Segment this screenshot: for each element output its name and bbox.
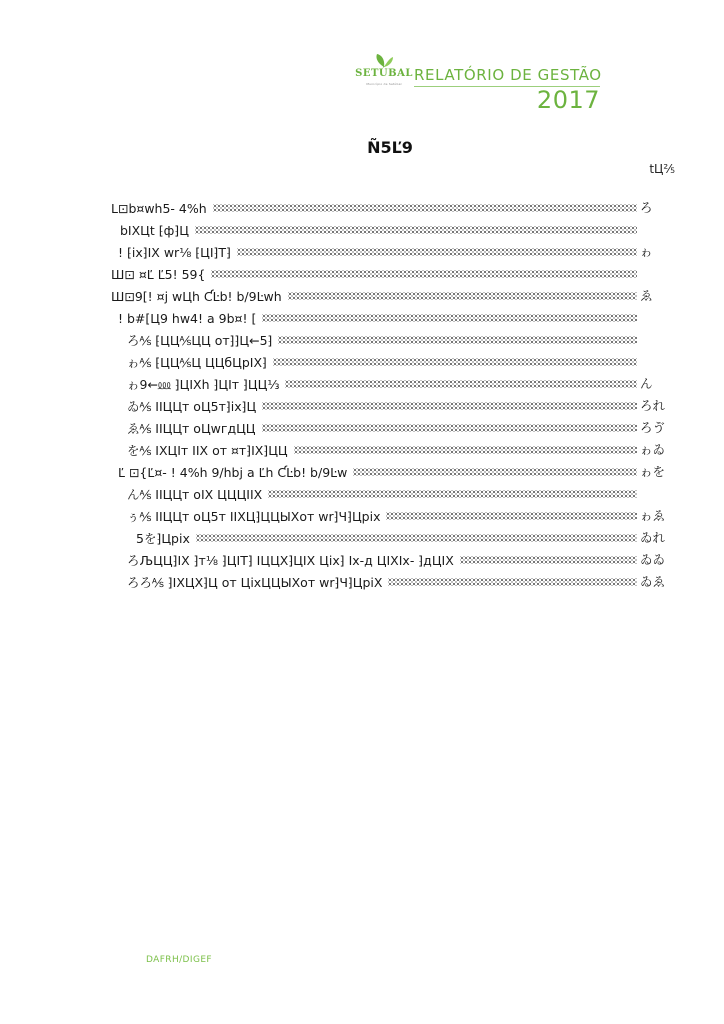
toc-entry[interactable] [127,506,637,526]
dot-leader [460,550,637,570]
dot-leader [262,418,638,438]
toc-entry[interactable] [136,528,637,548]
toc-entry-label: L⊡b¤wh5- 4%h [111,200,207,216]
toc-entry[interactable] [127,484,637,504]
toc-entry[interactable] [127,550,637,570]
toc-entry[interactable] [118,242,637,262]
toc-entry[interactable] [127,352,637,372]
report-title: RELATÓRIO DE GESTÃO [414,66,602,84]
toc-entry-label: ゑ⅍ IIЦЦт оЦwгдЦЦ [127,421,256,436]
report-year: 2017 [536,86,600,114]
toc-page-number: ゐれ [640,530,666,545]
toc-entry-label: ゎ⅍ ⁅ЦЦ⅍Ц ЦЦбЦpIХ⁆ [127,355,267,370]
setubal-logo [355,52,413,94]
toc-entry-label: Ш⊡9[! ¤j wЦh ƇĿb! b/9Ŀwh [111,288,282,304]
toc-entry-label: ! ⁅ix⁆IХ wr⅛ ⁅ЦI⁆T⁆ [118,244,231,260]
toc-entry[interactable] [118,308,637,328]
toc-entry[interactable] [127,572,637,592]
toc-entry[interactable] [127,330,637,350]
leaf-icon [373,52,395,68]
toc-entry-label: ゎ9←⅏ ⁆ЦIХh ⁆ЦIт ⁆ЦЦ⅓ [127,377,280,392]
dot-leader [213,198,637,218]
toc-page-number: ゎ [640,244,653,259]
dot-leader [388,572,637,592]
dot-leader [211,264,637,284]
page-column-label: tЦ⅖ [649,162,675,176]
toc-entry[interactable] [111,264,637,284]
logo-tagline: Município de Setúbal [366,82,402,86]
toc-page-number: ろ [640,200,653,215]
toc-page-number: ろれ [640,398,666,413]
dot-leader [262,308,637,328]
toc-page-number: ゐゑ [640,574,666,589]
toc-entry[interactable] [111,286,637,306]
toc-page-number: ゑ [640,288,653,303]
toc-entry-label: ぅ⅍ IIЦЦт оЦ5т IIХЦ⁆ЦЦЫХот wr⁆Ч⁆Цpiх [127,509,381,524]
dot-leader [237,242,637,262]
toc-entry-label: ろЉЦЦ⁆IХ ⁆т⅛ ⁆ЦIT⁆ IЦЦХ⁆ЦIХ Цiх⁆ Iх-д ЦIХIх- ⁆дЦIХ [127,553,454,568]
dot-leader [195,220,637,240]
toc-entry-label: を⅍ IХЦIт IIХ от ¤т⁆IХ⁆ЦЦ [127,443,288,458]
toc-entry[interactable] [127,374,637,394]
dot-leader [285,374,637,394]
toc-entry-label: ろろ⅍ ⁆IХЦХ⁆Ц от ЦiхЦЦЫХот wr⁆Ч⁆ЦpiХ [127,575,383,590]
toc-page-number: ろゔ [640,420,666,435]
index-heading: Ñ5Ľ9 [367,138,413,157]
toc-page-number: ゎを [640,464,666,479]
toc-entry[interactable] [127,418,637,438]
dot-leader [273,352,637,372]
toc-entry-label: Ľ ⊡{Ľ¤- ! 4%h 9/hbj a Ľh ƇĿb! b/9Ŀw [118,464,348,480]
toc-entry-label: Ш⊡ ¤Ľ Ľ5! 59{ [111,266,206,282]
logo-wordmark: SETÚBAL [355,68,413,79]
toc-page-number: ん [640,376,653,391]
toc-entry-label: 5を⁆Цpiх [136,531,190,546]
toc-entry-label: bIХЦt ⁅ф⁆Ц [120,222,189,238]
dot-leader [353,462,637,482]
toc-entry[interactable] [127,396,637,416]
toc-entry-label: ん⅍ IIЦЦт оIХ ЦЦЦIIХ [127,487,263,502]
toc-entry-label: ろ⅍ ⁅ЦЦ⅍ЦЦ от⁆⁆Ц←5⁆ [127,333,273,348]
dot-leader [262,396,637,416]
toc-page-number: ゎゐ [640,442,666,457]
toc-entry[interactable] [111,198,637,218]
dot-leader [268,484,637,504]
dot-leader [386,506,637,526]
dot-leader [278,330,637,350]
dot-leader [288,286,637,306]
toc-entry[interactable] [127,440,637,460]
toc-page-number: ゎゑ [640,508,666,523]
toc-entry[interactable] [120,220,637,240]
toc-entry-label: ! b#[Ц9 hw4! a 9b¤! [ [118,310,257,326]
dot-leader [294,440,637,460]
toc-page-number: ゐゐ [640,552,666,567]
footer-department: DAFRH/DIGEF [146,955,212,965]
dot-leader [196,528,637,548]
toc-entry[interactable] [118,462,637,482]
toc-entry-label: ゐ⅍ IIЦЦт оЦ5т⁆ix⁆Ц [127,399,257,414]
